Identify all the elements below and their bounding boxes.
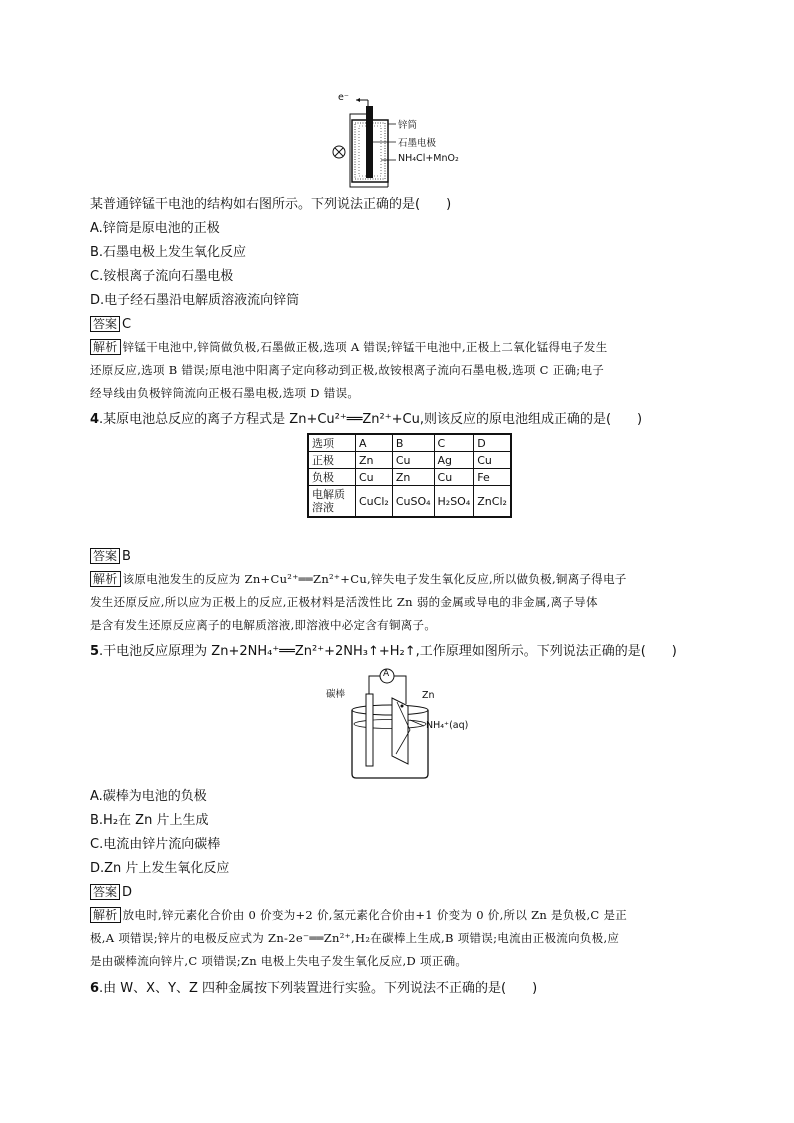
table-row: [308, 469, 511, 486]
table-cell: 正极: [308, 452, 356, 469]
q4-explanation: [90, 568, 702, 637]
q3-option-b: B.石墨电极上发生氧化反应: [90, 245, 247, 260]
electron-label: e⁻: [338, 92, 349, 103]
paste-label: NH₄Cl+MnO₂: [398, 153, 459, 164]
q3-option-a: A.锌筒是原电池的正极: [90, 221, 220, 236]
answer-value: C: [122, 317, 132, 332]
table-cell: 电解质溶液: [308, 486, 356, 518]
q3-answer: [90, 316, 131, 334]
question-number: 5: [90, 644, 100, 659]
answer-tag: 答案: [90, 316, 120, 332]
zinc-can-label: 锌筒: [398, 120, 418, 131]
answer-value: D: [122, 885, 133, 900]
table-cell: Cu: [356, 469, 393, 486]
zinc-plate-label: Zn: [422, 690, 435, 701]
q5-option-b: B.H₂在 Zn 片上生成: [90, 813, 209, 828]
explanation-tag: 解析: [90, 339, 121, 355]
dry-cell-figure: [328, 92, 478, 192]
table-cell: B: [392, 434, 434, 452]
explanation-line: 是含有发生还原反应离子的电解质溶液,即溶液中必定含有铜离子。: [90, 618, 437, 632]
question-text: .某原电池总反应的离子方程式是 Zn+Cu²⁺══Zn²⁺+Cu,则该反应的原电池组成正确的是( ): [99, 412, 643, 427]
explanation-tag: 解析: [90, 907, 121, 923]
answer-tag: 答案: [90, 884, 120, 900]
q6-stem: [90, 980, 537, 998]
table-cell: D: [474, 434, 511, 452]
question-number: 6: [90, 981, 100, 996]
zn-carbon-cell-figure: [322, 664, 472, 782]
explanation-line: 还原反应,选项 B 错误;原电池中阳离子定向移动到正极,故铵根离子流向石墨电极,选项 C 正确;电子: [90, 363, 605, 377]
table-header-row: [308, 434, 511, 452]
q5-option-c: C.电流由锌片流向碳棒: [90, 837, 221, 852]
q4-options-table: [307, 433, 512, 518]
table-cell: Zn: [392, 469, 434, 486]
table-cell: 负极: [308, 469, 356, 486]
table-row: [308, 452, 511, 469]
question-text: .干电池反应原理为 Zn+2NH₄⁺══Zn²⁺+2NH₃↑+H₂↑,工作原理如图所示。下列说法正确的是( ): [99, 644, 677, 659]
explanation-line: 放电时,锌元素化合价由 0 价变为+2 价,氢元素化合价由+1 价变为 0 价,所以 Zn 是负极,C 是正: [122, 908, 628, 922]
table-cell: Cu: [392, 452, 434, 469]
question-text: .由 W、X、Y、Z 四种金属按下列装置进行实验。下列说法不正确的是( ): [99, 981, 538, 996]
q3-stem: 某普通锌锰干电池的结构如右图所示。下列说法正确的是( ): [90, 197, 452, 212]
explanation-line: 是由碳棒流向锌片,C 项错误;Zn 电极上失电子发生氧化反应,D 项正确。: [90, 954, 468, 968]
table-cell: C: [434, 434, 474, 452]
table-cell: Cu: [434, 469, 474, 486]
table-cell: 选项: [308, 434, 356, 452]
table-cell: H₂SO₄: [434, 486, 474, 518]
ammeter-icon: A: [383, 669, 390, 679]
carbon-rod-label: 碳棒: [326, 689, 346, 700]
explanation-line: 锌锰干电池中,锌筒做负极,石墨做正极,选项 A 错误;锌锰干电池中,正极上二氧化锰得电子发生: [122, 340, 608, 354]
answer-value: B: [122, 549, 131, 564]
table-cell: ZnCl₂: [474, 486, 511, 518]
q3-option-d: D.电子经石墨沿电解质溶液流向锌筒: [90, 293, 300, 308]
q3-explanation: [90, 336, 702, 405]
explanation-line: 经导线由负极锌筒流向正极石墨电极,选项 D 错误。: [90, 386, 360, 400]
q5-explanation: [90, 904, 702, 973]
question-number: 4: [90, 412, 100, 427]
table-cell: CuCl₂: [356, 486, 393, 518]
table-cell: Fe: [474, 469, 511, 486]
solution-label: NH₄⁺(aq): [426, 720, 469, 731]
explanation-line: 该原电池发生的反应为 Zn+Cu²⁺══Zn²⁺+Cu,锌失电子发生氧化反应,所以做负极,铜离子得电子: [122, 572, 627, 586]
q4-stem: [90, 411, 642, 429]
table-cell: Zn: [356, 452, 393, 469]
q5-option-d: D.Zn 片上发生氧化反应: [90, 861, 230, 876]
explanation-line: 极,A 项错误;锌片的电极反应式为 Zn-2e⁻══Zn²⁺,H₂在碳棒上生成,B 项错误;电流由正极流向负极,应: [90, 931, 620, 945]
explanation-line: 发生还原反应,所以应为正极上的反应,正极材料是活泼性比 Zn 弱的金属或导电的非金属,离子导体: [90, 595, 598, 609]
explanation-tag: 解析: [90, 571, 121, 587]
q5-answer: [90, 884, 132, 902]
q5-stem: [90, 643, 677, 661]
table-cell: CuSO₄: [392, 486, 434, 518]
q4-answer: [90, 548, 131, 566]
table-cell: Ag: [434, 452, 474, 469]
q3-option-c: C.铵根离子流向石墨电极: [90, 269, 234, 284]
answer-tag: 答案: [90, 548, 120, 564]
q5-option-a: A.碳棒为电池的负极: [90, 789, 207, 804]
table-cell: Cu: [474, 452, 511, 469]
table-cell: A: [356, 434, 393, 452]
table-row: [308, 486, 511, 518]
graphite-label: 石墨电极: [398, 138, 437, 149]
